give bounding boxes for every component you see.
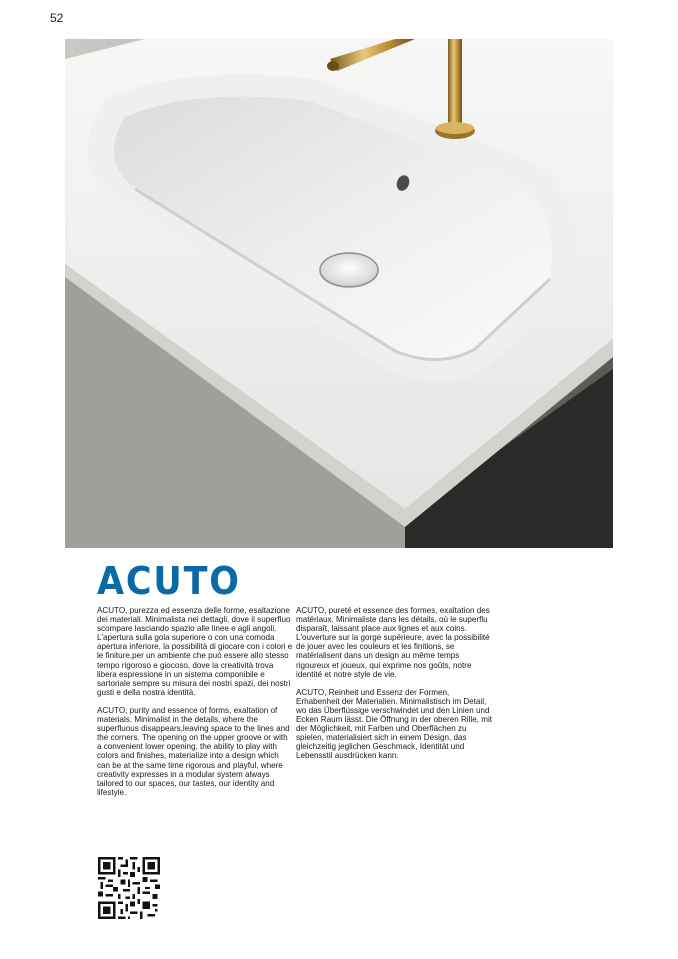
german-paragraph: ACUTO, Reinheit und Essenz der Formen, Erhabenheit der Materialien. Minimalistisch im Detail, wo das Überflüssige verschwindet und den Linien und Ecken Raum lässt. Die Öffnung in der oberen Rille, mit der Möglichkeit, mit Farben und Oberflächen zu spielen, materialisiert sich in einem Design, das gleichzeitig jeglichen Geschmack, Identität und Lebensstil ausdrücken kann. — [296, 687, 492, 761]
qr-code-icon[interactable] — [98, 857, 160, 919]
text-column-left — [97, 606, 293, 797]
product-photo — [65, 39, 613, 548]
product-title: ACUTO — [97, 559, 241, 603]
french-paragraph: ACUTO, pureté et essence des formes, exaltation des matériaux. Minimaliste dans les détails, où le superflu disparaît, laissant place aux lignes et aux coins. L'ouverture sur la gorge supérieure, avec la possibilité de jouer avec les couleurs et les finitions, se matérialisent dans un design au même temps rigoureux et joueux, qui exprime nos goûts, notre identité et notre style de vie. — [296, 606, 490, 679]
text-column-right — [296, 606, 492, 761]
english-paragraph: ACUTO, purity and essence of forms, exaltation of materials. Minimalist in the details, where the superfluous disappears,leaving space to the lines and the corners. The opening on the upper groove or with a convenient lower opening, the ability to play with colors and finishes, materialize into a design which can be at the same time rigorous and playful, where creativity expresses in a modular system always tailored to our spaces, our tastes, our identity and lifestyle. — [97, 705, 290, 797]
page-number: 52 — [50, 11, 64, 25]
italian-paragraph: ACUTO, purezza ed essenza delle forme, esaltazione dei materiali. Minimalista nei dettagli, dove il superfluo scompare lasciando spazio alle linee e agli angoli. L'apertura sulla gola superiore o con una comoda apertura inferiore, la possibilità di giocare con i colori e le finiture,per un ambiente che può essere allo stesso tempo rigoroso e giocoso, dove la creatività trova libera espressione in un sistema componibile e sartoriale sempre su misura dei nostri spazi, dei nostri gusti e della nostra identità. — [97, 606, 293, 697]
